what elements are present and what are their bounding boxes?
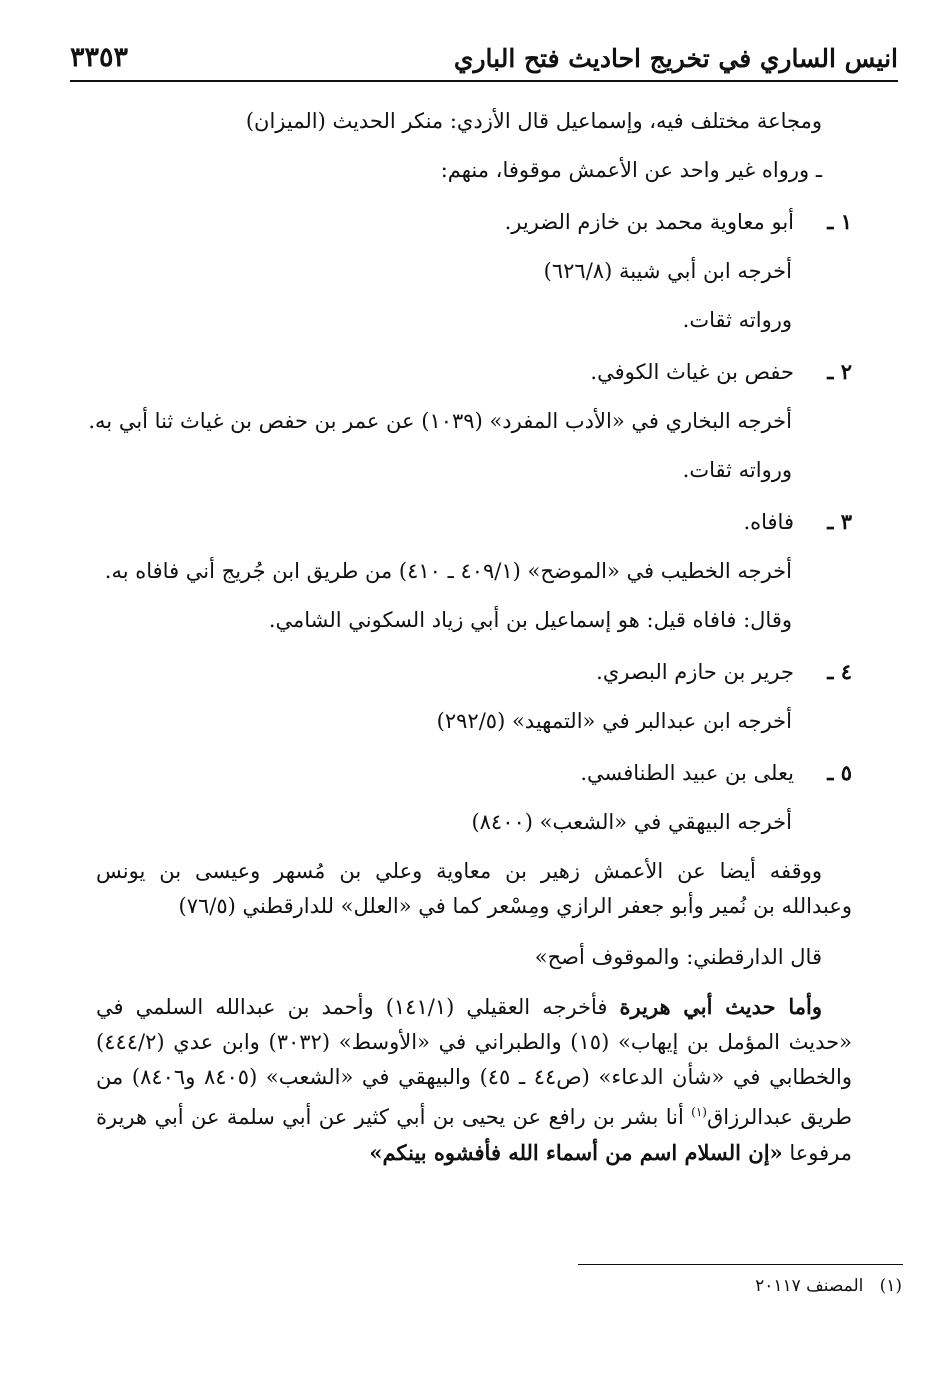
paragraph-waqf xyxy=(96,854,852,924)
footnote-marker: (١) xyxy=(879,1276,902,1296)
text-line xyxy=(96,1095,852,1135)
book-title: انيس الساري في تخريج احاديث فتح الباري xyxy=(453,44,898,73)
text-line: «حديث المؤمل بن إيهاب» (١٥) والطبراني في «الأوسط» (٣٠٣٢) وابن عدي (٤٤٤/٢) xyxy=(96,1030,852,1054)
text-line: والخطابي في «شأن الدعاء» (ص٤٤ ـ ٤٥) والبيهقي في «الشعب» (٨٤٠٥ و٨٤٠٦) من xyxy=(96,1065,852,1089)
text-line xyxy=(96,989,852,1025)
paragraph-abu-hurayra xyxy=(96,989,852,1171)
text-span: مرفوعا xyxy=(782,1141,852,1165)
bold-lead: وأما حديث أبي هريرة xyxy=(619,994,822,1019)
item-number: ٢ ـ xyxy=(827,359,852,384)
text-line xyxy=(96,1135,852,1171)
text-line: أخرجه الخطيب في «الموضح» (٤٠٩/١ ـ ٤١٠) من طريق ابن جُريج أني فافاه به. xyxy=(104,559,792,583)
item-name: فافاه. xyxy=(743,510,794,534)
text-line: قال الدارقطني: والموقوف أصح» xyxy=(534,945,822,969)
page-number: ٣٣٥٣ xyxy=(70,42,129,73)
text-line: ومجاعة مختلف فيه، وإسماعيل قال الأزدي: منكر الحديث (الميزان) xyxy=(245,109,822,133)
list-item-3 xyxy=(96,504,852,540)
text-line: وعبدالله بن نُمير وأبو جعفر الرازي ومِسْعر كما في «العلل» للدارقطني (٧٦/٥) xyxy=(178,894,852,918)
footnote-ref: (١) xyxy=(691,1105,707,1119)
item-name: جرير بن حازم البصري. xyxy=(596,660,794,684)
item-name: حفص بن غياث الكوفي. xyxy=(590,360,794,384)
footnote-text: المصنف ٢٠١١٧ xyxy=(755,1276,864,1296)
list-item-2 xyxy=(96,354,852,390)
item-number: ١ ـ xyxy=(827,209,852,234)
list-item-4 xyxy=(96,654,852,690)
item-number: ٤ ـ xyxy=(827,659,852,684)
list-item-1 xyxy=(96,204,852,240)
text-line: أخرجه ابن أبي شيبة (٦٢٦/٨) xyxy=(543,259,792,283)
text-span: فأخرجه العقيلي (١٤١/١) وأحمد بن عبدالله السلمي في xyxy=(96,995,608,1019)
page-body xyxy=(88,104,852,1171)
text-line: ورواته ثقات. xyxy=(682,458,792,482)
footnote xyxy=(755,1276,902,1296)
item-name: أبو معاوية محمد بن خازم الضرير. xyxy=(504,210,794,234)
hadith-text: «إن السلام اسم من أسماء الله فأفشوه بينكم» xyxy=(369,1140,783,1165)
text-line: أخرجه ابن عبدالبر في «التمهيد» (٢٩٢/٥) xyxy=(436,709,792,733)
footnote-rule xyxy=(578,1264,903,1265)
text-line: ورواته ثقات. xyxy=(682,308,792,332)
item-name: يعلى بن عبيد الطنافسي. xyxy=(580,761,794,785)
header-rule xyxy=(70,80,898,82)
text-line: أخرجه البيهقي في «الشعب» (٨٤٠٠) xyxy=(471,810,792,834)
list-item-5 xyxy=(96,755,852,791)
text-span: طريق عبدالرزاق xyxy=(706,1105,852,1129)
text-line: وقال: فافاه قيل: هو إسماعيل بن أبي زياد السكوني الشامي. xyxy=(268,608,792,632)
text-line: ووقفه أيضا عن الأعمش زهير بن معاوية وعلي بن مُسهر وعيسى بن يونس xyxy=(96,859,822,883)
item-number: ٥ ـ xyxy=(827,760,852,785)
text-span: أنا بشر بن رافع عن يحيى بن أبي كثير عن أبي سلمة عن أبي هريرة xyxy=(96,1105,692,1129)
text-line: ـ ورواه غير واحد عن الأعمش موقوفا، منهم: xyxy=(440,158,822,182)
item-number: ٣ ـ xyxy=(827,509,852,534)
text-line: أخرجه البخاري في «الأدب المفرد» (١٠٣٩) عن عمر بن حفص بن غياث ثنا أبي به. xyxy=(88,409,792,433)
page-header xyxy=(70,38,898,78)
